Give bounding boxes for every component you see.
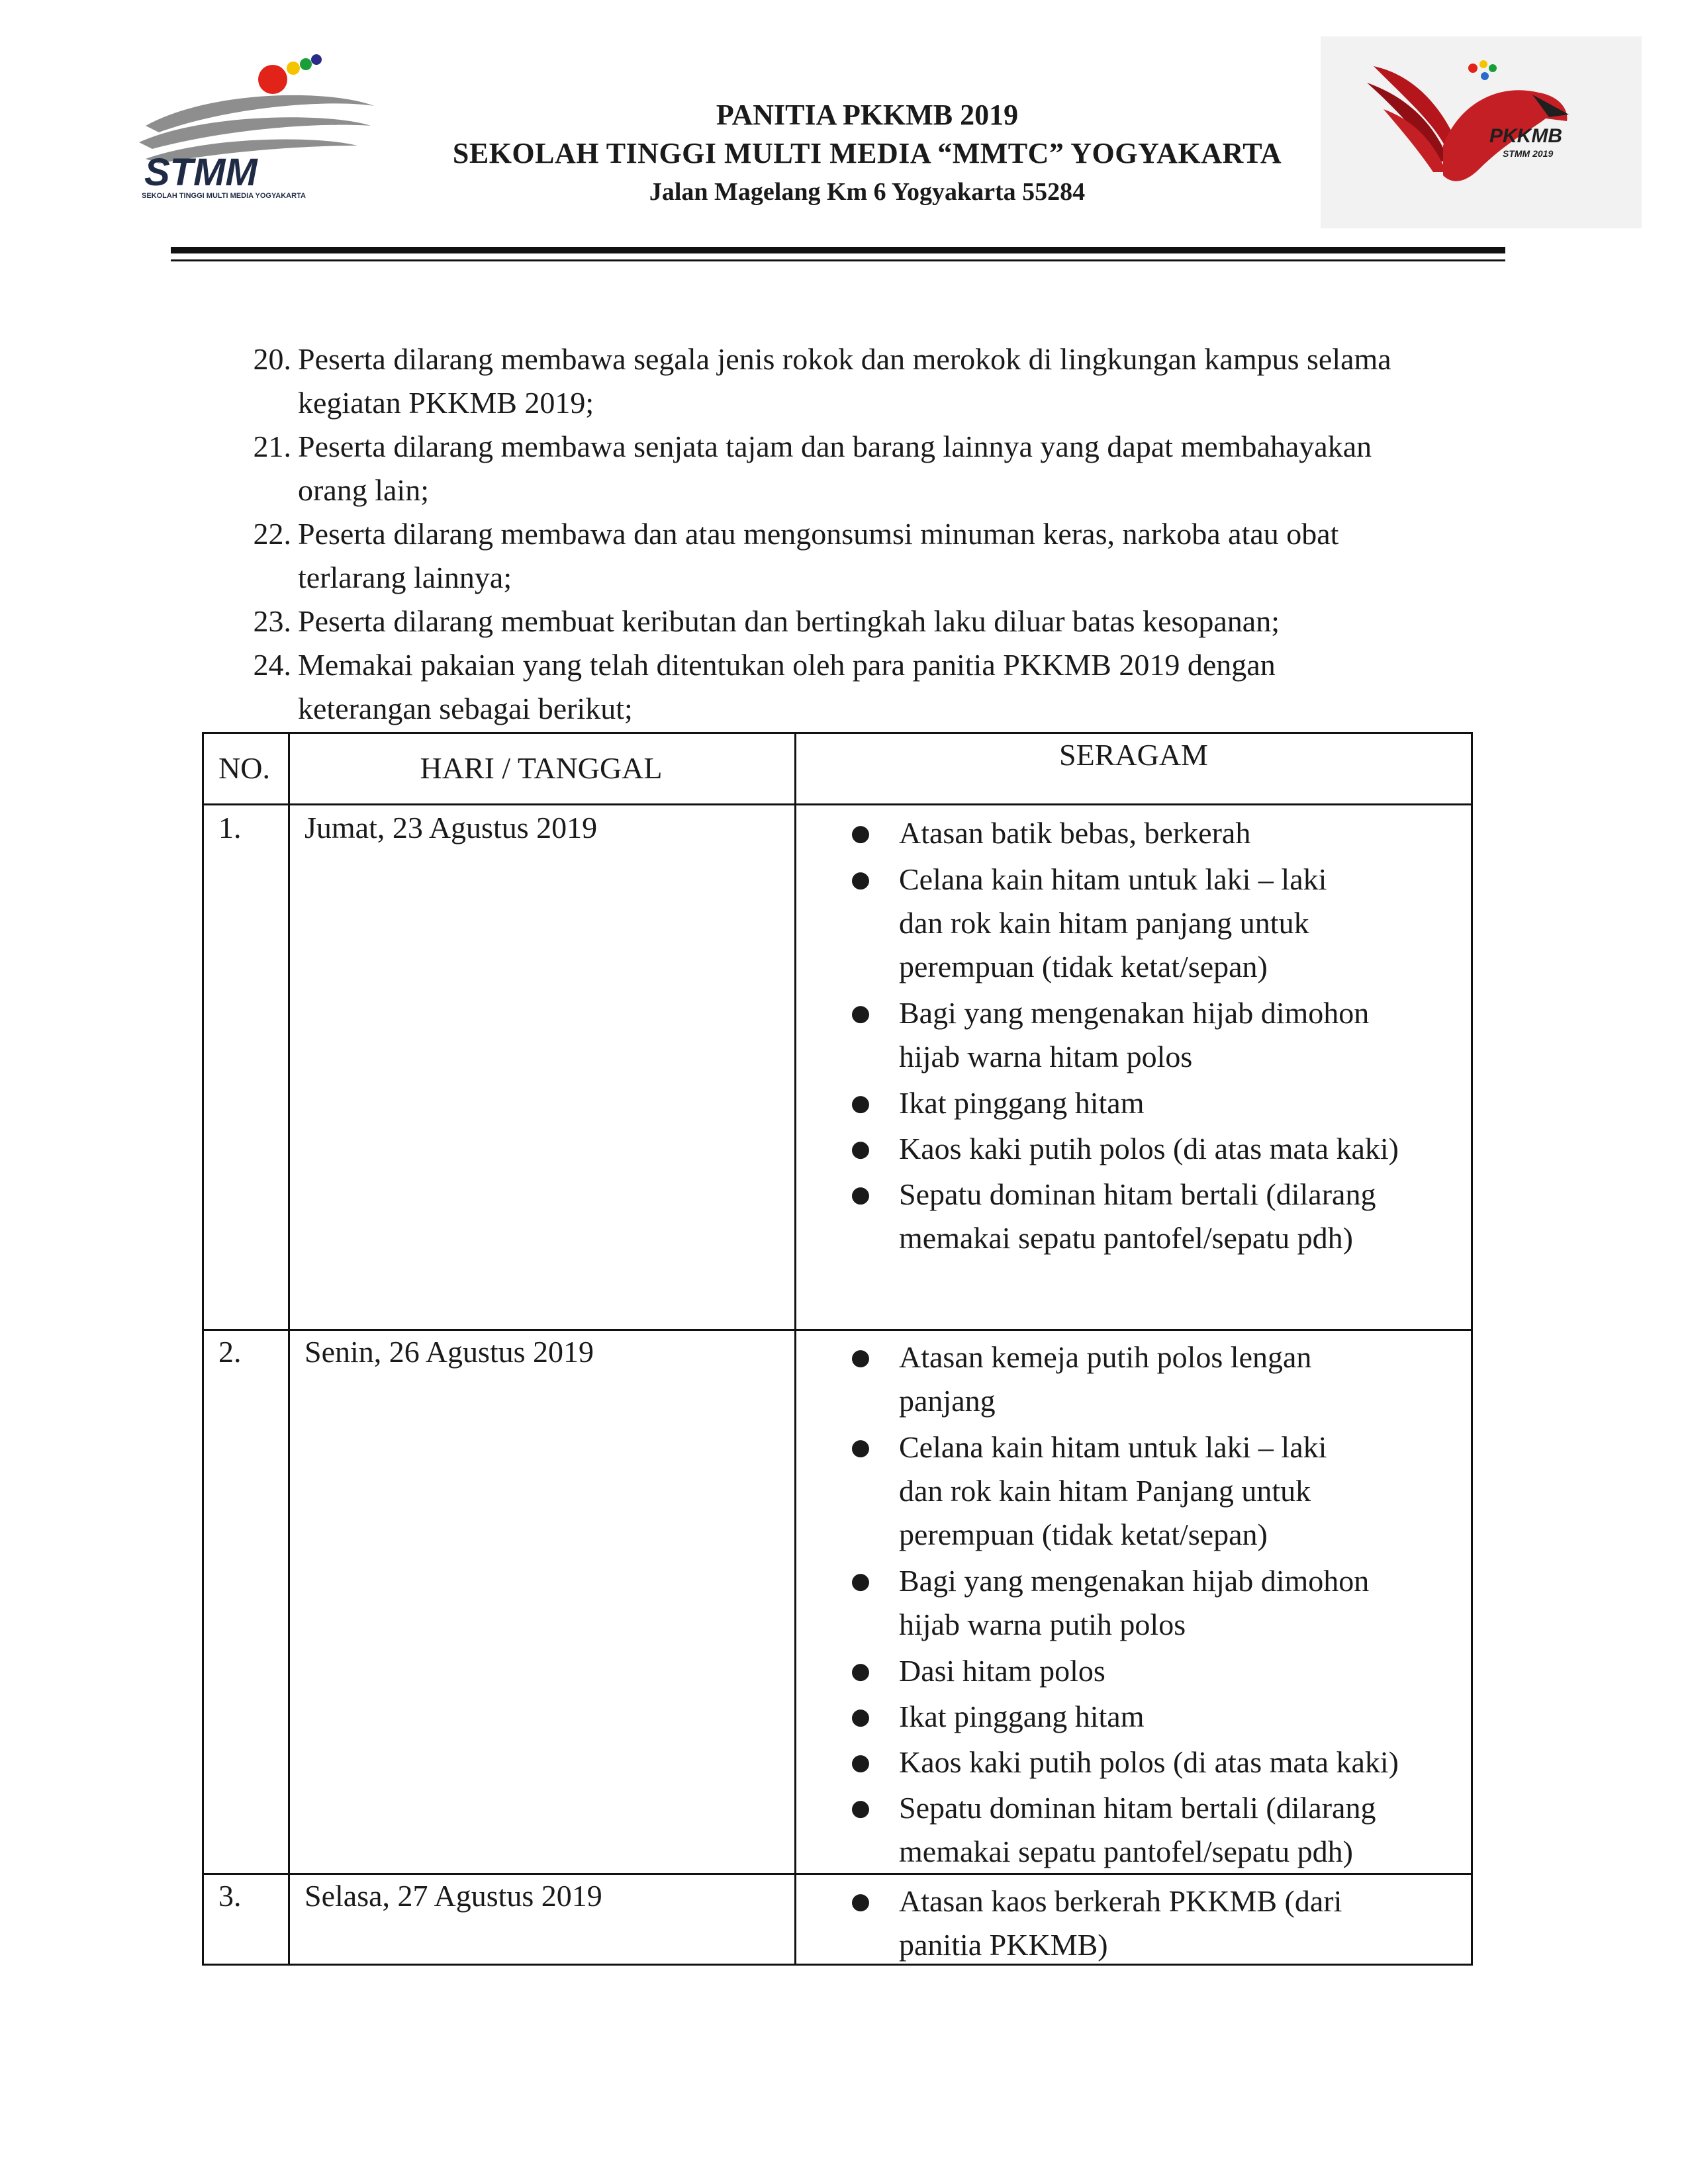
table-header-seragam: SERAGAM [1059,738,1208,772]
row-number: 3. [218,1879,242,1913]
item-line: Ikat pinggang hitam [899,1700,1145,1733]
bullet-icon: ● [851,1704,870,1730]
row-date: Jumat, 23 Agustus 2019 [305,811,598,844]
bullet-icon: ● [851,1090,870,1116]
item-line: Atasan kemeja putih polos lengan [899,1340,1312,1374]
item-line: memakai sepatu pantofel/sepatu pdh) [899,1221,1353,1255]
bullet-icon: ● [851,1136,870,1162]
table-header-no: NO. [218,751,270,785]
bullet-icon: ● [851,1795,870,1821]
rule-line: Peserta dilarang membawa segala jenis rokok dan merokok di lingkungan kampus selama [298,342,1391,376]
item-line: Kaos kaki putih polos (di atas mata kaki) [899,1745,1399,1779]
bullet-icon: ● [851,866,870,893]
rule-line: orang lain; [298,473,429,507]
bullet-icon: ● [851,1344,870,1371]
rule-line: Peserta dilarang membawa senjata tajam dan barang lainnya yang dapat membahayakan [298,430,1372,463]
table-border [202,732,204,1966]
rule-number: 23. [253,604,291,638]
rule-number: 21. [253,430,291,463]
bullet-icon: ● [851,820,870,846]
item-line: panjang [899,1384,996,1418]
rule-line: terlarang lainnya; [298,561,512,594]
table-border [794,732,796,1966]
item-line: Bagi yang mengenakan hijab dimohon [899,1564,1370,1598]
stmm-wordmark: STMM [144,151,258,194]
item-line: Ikat pinggang hitam [899,1086,1145,1120]
item-line: perempuan (tidak ketat/sepan) [899,950,1268,983]
bullet-icon: ● [851,1749,870,1776]
bullet-icon: ● [851,1888,870,1915]
header-institution-name: SEKOLAH TINGGI MULTI MEDIA “MMTC” YOGYAKARTA [452,137,1282,169]
rule-line: Peserta dilarang membawa dan atau mengonsumsi minuman keras, narkoba atau obat [298,517,1339,551]
item-line: dan rok kain hitam panjang untuk [899,906,1309,940]
header-divider-thick [171,247,1505,253]
table-border [202,732,1473,734]
bullet-icon: ● [851,1568,870,1594]
pkkmb-logo-box [1321,36,1642,228]
item-line: perempuan (tidak ketat/sepan) [899,1518,1268,1551]
header-address: Jalan Magelang Km 6 Yogyakarta 55284 [649,178,1086,206]
item-line: Dasi hitam polos [899,1654,1105,1688]
table-border [202,803,1473,805]
item-line: hijab warna hitam polos [899,1040,1193,1073]
table-border [288,732,290,1966]
header-divider-thin [171,259,1505,261]
table-header-hari: HARI / TANGGAL [420,751,663,785]
rule-number: 22. [253,517,291,551]
rule-number: 20. [253,342,291,376]
stmm-logo [132,50,384,202]
item-line: Kaos kaki putih polos (di atas mata kaki) [899,1132,1399,1165]
table-border [202,1329,1473,1331]
item-line: Atasan batik bebas, berkerah [899,816,1251,850]
item-line: Celana kain hitam untuk laki – laki [899,1430,1327,1464]
uniform-table [202,732,1473,1966]
rule-number: 24. [253,648,291,682]
rule-line: keterangan sebagai berikut; [298,692,633,725]
pkkmb-caption: STMM 2019 [1503,148,1554,159]
pkkmb-logo [1321,36,1642,228]
rule-line: Memakai pakaian yang telah ditentukan oleh para panitia PKKMB 2019 dengan [298,648,1276,682]
item-line: Sepatu dominan hitam bertali (dilarang [899,1177,1376,1211]
row-number: 1. [218,811,242,844]
header-committee-title: PANITIA PKKMB 2019 [716,99,1019,131]
bullet-icon: ● [851,1000,870,1026]
stmm-caption: SEKOLAH TINGGI MULTI MEDIA YOGYAKARTA [142,192,306,200]
bullet-icon: ● [851,1181,870,1208]
row-number: 2. [218,1335,242,1369]
rule-line: kegiatan PKKMB 2019; [298,386,594,420]
item-line: memakai sepatu pantofel/sepatu pdh) [899,1835,1353,1868]
bullet-icon: ● [851,1658,870,1684]
item-line: panitia PKKMB) [899,1928,1108,1962]
pkkmb-wordmark: PKKMB [1489,125,1562,147]
rule-line: Peserta dilarang membuat keributan dan bertingkah laku diluar batas kesopanan; [298,604,1280,638]
row-date: Senin, 26 Agustus 2019 [305,1335,594,1369]
item-line: Atasan kaos berkerah PKKMB (dari [899,1884,1342,1918]
item-line: Sepatu dominan hitam bertali (dilarang [899,1791,1376,1825]
item-line: Bagi yang mengenakan hijab dimohon [899,996,1370,1030]
bullet-icon: ● [851,1434,870,1461]
row-date: Selasa, 27 Agustus 2019 [305,1879,602,1913]
item-line: Celana kain hitam untuk laki – laki [899,862,1327,896]
item-line: dan rok kain hitam Panjang untuk [899,1474,1311,1508]
item-line: hijab warna putih polos [899,1608,1186,1641]
